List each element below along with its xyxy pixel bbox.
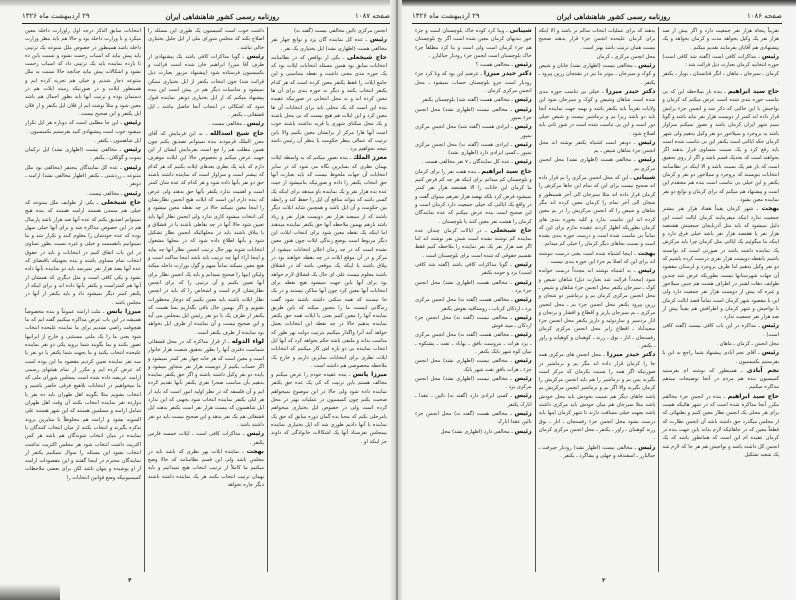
speaker-name: حاج سید ابراهیم: [728, 88, 780, 96]
speaker-name: رئیس: [514, 140, 532, 148]
column-2: [144, 27, 267, 572]
paragraph-text: مذاکرات کافی است (گفته شد کافی است) حوزه انتخابیه کرمان بعبارت ذیل قرائت شد :: [662, 53, 779, 69]
paragraph: رئیس ـ مخالفی هست (گفته نه) محل انجمن مرکزی ـ یزد هرات ـ مروست بافق ـ بهاباد ـ تفت ـ پشتکوه ـ میان کوه شهر بابک یکنفر .: [414, 331, 532, 355]
paragraph: [25, 27, 141, 118]
paragraph: حاج سید ابراهیم ـ بنده هفت نفر را برای کرمان و بلوچستان کم میدانم برای اینکه هر چه کم فرض کنیم ما کرمان این خانات را الا هشتصد هزار نفر کمتر نمیشود فرض کرد بلکه نهصد هزار نفرهم میتوان گفت و در واقع یک ایالتی که خیلی جمعیت دارد کرمان است و این صحیح است بنده عرض میکنم که عده نمایندگان کرمان را هشت نفر معین کنند یا بلوچستان .: [414, 167, 532, 225]
paragraph-text: مخالفی نیست (اظهاری نشد) محل انجمن مرکزی یزد .: [414, 375, 532, 391]
paragraph: رئیس ـ عده کل نمایندگان ـ ۷ نفر مخالفی هست .: [422, 158, 532, 166]
paragraph: بهجت ـ نماینده ایلات بهر نظری که باشد باید در مجلس باشد ولی این قسم نظامنامه که حالا وضع میکنیم ما کاملاً از ترتیب انتخاب هیچ نمیدانیم و باید بهمان ترتیب انتخاب بکنند هر یک نماینده داشته باشند دیگر چاره نخواهد: [148, 447, 264, 489]
paragraph: حاج شیخ اسدالله ـ به این فرمایش که آقای معزز الملک فرمودند بنده نمیتوانم تصدیق بکنم چون همین مطلب هم را جع است بفرمایش ایشان از این جهت عرض میکنم و بخصوص حالا این ایلات موهرف دارم که باید یک نظری بعدهای ایلات بکنیم که هر کدام که بیشتر است و سزاوار است که نماینده داشته باشند حق دو نفر بآنها داده شود و هر کدام که عده شان کمتر است و اهمیت ندارد یکنفر بآنها حق بدهند ولی عرض که بنده دارم این است که ایلات هیچ انجمن نظارتشان را اینجا معین نمیکند حالا در چه نقطه معین میشود و کی انتخاب میشود کاری ندارد ولی انجمن نظار آنها باید تعیین شود حالا آنها در چه نقاطی باشند یا در قشلاق و یا ییلاق باشند باید در محلهائیکه انجمن نظار تشکیل شود و بآنها اطلاع داده شود که در محلها مشغول انتخابات شوند بهر حال ترتیب انجمن نظار آنها چه بیاید و اینجا آراء آنها چه ترتیب باید باشد اینجا ساکت است و هیچ معین نمیکند تماماً مبهم و گول بوزارت داخله میکند ولیکن اینها را صحیح نمیدانم و باید یک انجمن نظار برای آنها تعیین بکنیم و آن ترتیبی را که برای انجمن نظارتشان لازم است و اشخاص را که باید در انجمن نظار ایلات باشند باید معین بکنیم که دوچار محظورات نشویم و اگر بهمین حال باقی بگذاریم بسا هست که یکنفر از طرف یک یا دو نفر رئیس ایل بمجلس می آید و این صحیح نیست و آن نماینده از طرف ایل نخواهد بود نماینده از طرف یکنفر است .: [148, 129, 264, 336]
paragraph-text: مخالفی نیست (اظهاری نشد) خانان و شیص و کوک و سیرجان ـ بیوتر ما نیز در نشتجان زرین پیرود ـ یکنفر .: [538, 63, 656, 86]
gazette-title: روزنامه رسمی کشور شاهنشاهی ایران: [556, 11, 671, 21]
speaker-name: نجم آبادی: [746, 366, 779, 374]
paragraph: دکتر حیدر میرزا ـ عرضم این بود که ونا کرد جزء رودبار است جزو بلوچستان حساب نمیشود ـ محل انجمن مرکزی کرمان .: [414, 70, 532, 95]
paragraph-text: این که محل انجمن مرکزی را بم قرار داده اند صحیح نیست برای این که تمام این جاها مرکزش را کرمان قرار داده اند مثلا سیرجان الی آخر همینطور و شجان الی آخر تمام را کرمان معین کرده اند مگر شاهان و شیص را که انجمن مرکزیش را در بم معین کرده اند این تناسب ندارد و کلیه بحوزه بندی های کرمان بطوریکه اظهار کردند عقیده ندارم برای این که تماماً بی تناسب شده است و درست حوزه بندی نشده است و نسبت بجاهای دیگر کرمان را خیلی کم میدانم .: [538, 175, 656, 248]
column-3: [412, 27, 535, 572]
paragraph-text: اینجا اشتباه شده است یعنی درست ننوشته اند برای این که اصلا بم جزء این حوزه بندی نیست .: [538, 250, 656, 266]
columns: [22, 27, 390, 572]
speaker-name: رئیس: [514, 410, 532, 418]
speaker-name: رئیس: [514, 392, 532, 400]
paragraph-text: محل انجمن ـ کرمان ـ ماهان .: [716, 340, 779, 347]
speaker-name: رئیس: [638, 62, 656, 70]
column-2: [535, 27, 659, 572]
speaker-name: رئیس: [123, 163, 142, 171]
paragraph: رئیس ـ مخالفی نیست (اظهاری نشد) خانان و شیص و کوک و سیرجان ـ بیوتر ما نیز در نشتجان زرین پیرود ـ یکنفر .: [538, 62, 656, 86]
speaker-name: رئیس: [514, 313, 532, 321]
paragraph: رئیس ـ مخالفی نیست (اظهاری نشد) ایل ترکمان یموت و گوکلان ـ یکنفر .: [25, 146, 141, 162]
paragraph: رئیس ـ مخالفی هست (اظهاری نشد) محل انجمن جزء یزد .: [414, 278, 532, 294]
paragraph: رئیس ـ مخالفی نیست .: [208, 120, 264, 128]
paragraph-text: تقریباً پنجاه هزار نفر جمعیت دارد و اگر بیش از صد هزار نفر یک وکیل بخواهد مدت و کرمان بخواهد و یک پیشنهادی هم آقایان بفرمایند تقدیم میکنم .: [662, 28, 779, 51]
speaker-name: رئیس: [514, 61, 532, 69]
speaker-name: بهجت: [246, 447, 264, 455]
paragraph-text: مخالفی هست (گفته شد) بلوچستان یکنفر: [421, 97, 510, 104]
paragraph-text: آقای نجم آبادی پیشنهاد شما راجع به این یا بفرستیم بکمیسیون .: [662, 350, 779, 365]
speaker-name: دکتر حیدر میرزا: [606, 88, 656, 96]
paragraph-text: ایل شاهسون ـ یکنفر .: [94, 137, 141, 144]
page-header: [22, 10, 390, 22]
paragraph-text: مخالفی هست (اظهاری نشد) محل انجمن جزء یزد .: [414, 279, 532, 294]
paragraph: رئیس ـ عده کل نمایندگان پنجنفر (مخالفی بود ملل متنوعه ـ زردشتی ـ یکنفر (اظهار مخالفی نشد) ارامنه ـ دونفر .: [25, 163, 142, 188]
paragraph: لواء الدوله ـ از قرار مذاکره که در محل قشقائی شماست دفتری آنها را بطور تحقیق شصت هزار خانوار است و معین است که هر خانه چهار نفر کمتر نمیشود و اگر حساب بکنیم از دویست هزار نفر متجاوز میشود و بایده دو نفر وکیل داشته باشند و اگر حق یکنفر نماینده بدهیم بآن مناسب صحرا نفری یکنفر بآنها تقدیم کرده ایم و آن فلسفه که در نظر اولیه امور است که باید از هر ایلی یکنفر نماینده انتخاب شود بجهتی که این ندارد ایل شاهسون که بیست هزار نفر است یکنفر بدهند ایل قشقائی هم یک نفر بدهد و این صحیح نیست باید دو نفر داشته باشد .: [148, 337, 264, 428]
speaker-name: رئیس: [514, 296, 532, 304]
paragraph: رئیس ـ ایرادی هست (گفته شد) محل انجمن مرکزی بمپور: [414, 123, 532, 139]
paragraph: شیبانی ـ وبنا کرد کوده خاک بلوچستان است و جزء حوز بندیهای کرمان معین شده است اگر بخ بلوچستان هم جزء کرمان است ولی است و بنا کرد مطلقاً جزء خاک بلوچستان است انجمن جزء رودبار جبالبارز .: [414, 27, 532, 59]
scan-shadow: [0, 0, 392, 7]
paragraph-text: بدهند که برای عملیات انتخاب سالم تر باشد و الا اینکه برای کرمان علیحده انجمن جزء قرار بدهند صحیح نیست همان ترتیب باشد بهتر است .: [538, 28, 656, 51]
speaker-name: حاج شیخ اسدالله: [210, 129, 264, 137]
paragraph: بهجت ـ اینجا اشتباه شده است یعنی درست ننوشته اند برای این که اصلا بم جزء این حوزه بندی نیست .: [538, 249, 656, 266]
paragraph-text: ایرادی هست (گفته نه) محل انجمن مرکزی بمپور ـ کسی ایرادی دارد (اظهاری نشد): [414, 141, 532, 157]
paragraph-text: مذاکره در این باب کافی نیست (گفته کافی است) .: [662, 323, 779, 338]
paragraph-text: مخالفی نیست (گفته نه) محل انجمن جزء اردکان ـ میبد فوش: [414, 314, 532, 330]
speaker-name: رئیس: [246, 120, 264, 128]
paragraph: [662, 27, 779, 52]
paragraph-text: بنده تصور میکنم که به واسطه ایلات بهمان نظری که بسایرین نگاه می شود که در سایر انتخابات آن جهات ملحوظ نیست که باید بعبارت آنها حق انتخاب یکنفر را داده و صورتیکه بنامیشود از حیث عده بده هزار نفر و یک نماینده باو میدهد برای اینکه یک کسی باشد که بتواند منافع آن ایل را حفظ کند و رابطه بین حکومت و آن ایل باشد و همچنین شاید ایلات دیگر باشند که از سیصد هزار نفر دویست هزار نفر و زیاد باشد بازهم بهمین ملاحظه آنها حق یکنفر نماینده میدهند اما اینکه یک نقطه معین شود برای انتخاب ایلات این دیگر مربوط است بوضع زندگی ایلات چون هنوز معین نشده است که در چه زمان اعلان انتخابات میشود از مرکز و در آن موقع ایلات در چه نقطه خواهند بود در ییلاق باشند یا اینکه یک موقعی باشد که در قشلاق باشند معلوم نیست علی ای حال یک قشلاق لازم خواهد بود برای آنها باین جهت نمیشود هیچ نقطه برای انتخابات آنها معین کرد چون آنها ساکن نیستند و در یک جا نیستند که همه سکنی داشته باشند شود گفت زندگانی اینست ما را مجبور میکند که باین طریق نماینده آنها را معین کنیم یعنی با ایلات همه حق یکنفر نماینده بدهیم حالا در چه نقطه این انتخابات بعمل خواهد آمد آنرا واگذار میکنیم بترتیب دولت بهر طور که مناسب بداند و ملتفی باشد حکم بخواهد کرد که آنها ایل انتخاب نماینده بی دو باره اش کار میکنیم که انتخابات ایلات نظری برای انتخابات سایرین داریم و خارج یک ملاحظه مخصوصی هم داشته است .: [271, 155, 387, 369]
speaker-name: رئیس: [514, 96, 532, 104]
paragraph-text: ایرادی هست (گفته شد) محل انجمن مرکزی بمپور: [414, 124, 532, 139]
paragraph: رئیس ـ آقای نجم آبادی پیشنهاد شما راجع به این یا بفرستیم بکمیسیون .: [662, 349, 779, 365]
paragraph-text: کرمان ـ سیرجان ـ ماهان ـ انگر قناتستان ـ بویاز ـ یکنفر .: [662, 71, 779, 86]
paragraph-text: عرضم این بود که ونا کرد جزء رودبار است جزو بلوچستان حساب نمیشود ـ محل انجمن مرکزی کرمان .: [414, 71, 532, 95]
page-1086: [402, 0, 796, 600]
paragraph-text: وبنا کرد کوده خاک بلوچستان است و جزء حوز بندیهای کرمان معین شده است اگر بخ بلوچستان هم جزء کرمان است ولی است و بنا کرد مطلقاً جزء خاک بلوچستان است انجمن جزء رودبار جبالبارز .: [414, 28, 532, 59]
footer-page-number: ۲: [602, 577, 606, 584]
paragraph-text: به اشتباه نوشته اند مجدداً درست خوانده شود (مجدداً قرائت شد بعبارت ذیل) شاهان شیص و کوک ـ سیرجان یکنفر محل انجمن جزء شاهان و شیص ـ محل انجمن مرکزی کرمان بم و نرماشیر دو شجان و زرین پیرود یکنفر محل انجمن جزء بم ـ محل انجمن مرکزی ـ بم سیرجان پاریز و اقطاع و افشار و برنجان و انار بردسیر و ساردوئیه و داربز یکنفر محل انجمن جزء سعیدآباد ـ اقطاع رابر محل انجمن مرکزی کرمان رفسنجان ـ انار ـ نوق ـ زرند ـ کوهبنان و کوهپایه و راور ـ یکنفر .: [538, 268, 656, 349]
footer-page-number: ۴: [128, 577, 132, 584]
page-label: صفحه ۱۰۸۷: [354, 12, 390, 20]
paragraph: رئیس ـ کسی ایرادی دارد (گفته نه) نائین ـ عقدا ـ انارک یکنفر: [414, 392, 532, 408]
speaker-name: رئیس: [123, 119, 141, 127]
paragraph-text: کسی ایرادی دارد (گفته نه) نائین ـ عقدا ـ انارک یکنفر: [414, 393, 532, 408]
speaker-name: رئیس: [761, 52, 779, 60]
paragraph: رئیس ـ مخالفی هست (گفته نه) محل انجمن مرکزی یزد ـ اردکان کرباب ـ روستاقیه بفوش یکنفر: [414, 296, 532, 312]
paragraph: رئیس ـ مذاکره در این باب کافی نیست (گفته کافی است) .: [662, 322, 779, 338]
paragraph-text: مخالفی هست (گفته نه) محل انجمن جزء نائین عقدا انارک: [414, 411, 532, 426]
paragraph: رئیس ـ مخالفی نیست .: [85, 189, 141, 197]
paragraph-text: نماینده ایلات بهر نظری که باشد باید در مجلس باشد ولی این قسم نظامنامه که حالا وضع میکنیم ما کاملاً از ترتیب انتخاب هیچ نمیدانیم و باید بهمان ترتیب انتخاب بکنند هر یک نماینده داشته باشند دیگر چاره نخواهد: [148, 448, 264, 489]
paragraph-text: دوتفر است اشتباه یکنفر نوشته اند محل انجمن جزء شاهان شیص ـ بم: [538, 139, 656, 155]
paragraph: [25, 137, 141, 145]
paragraph: رئیس ـ مخالفی هست (گفته نه) محل انجمن جزء نائین عقدا انارک: [414, 410, 532, 426]
speaker-name: رئیس: [514, 331, 532, 339]
paragraph: [662, 340, 779, 348]
speaker-name: رئیس: [514, 278, 532, 286]
column-3: [22, 27, 144, 572]
paragraph: رئیس ـ به اشتباه نوشته اند مجدداً درست خوانده شود (مجدداً قرائت شد بعبارت ذیل) شاهان شیص و کوک ـ سیرجان یکنفر محل انجمن جزء شاهان و شیص ـ محل انجمن مرکزی کرمان بم و نرماشیر دو شجان و زرین پیرود یکنفر محل انجمن جزء بم ـ محل انجمن مرکزی ـ بم سیرجان پاریز و اقطاع و افشار و برنجان و انار بردسیر و ساردوئیه و داربز یکنفر محل انجمن جزء سعیدآباد ـ اقطاع رابر محل انجمن مرکزی کرمان رفسنجان ـ انار ـ نوق ـ زرند ـ کوهبنان و کوهپایه و راور ـ یکنفر .: [538, 267, 656, 349]
paragraph: رئیس ـ مخالفی هست ؟: [475, 61, 532, 69]
paragraph: میرزا یانس ـ ملت ارامنه عموماً و بنده مخصوصاً همیشه در این باب عرض مذاکره میکنیم گفته ایم که ما هیچوقت راضی نشدیم برای ما نماینده علیحده انتخاب شود یعنی ما را یک ملتی مستثنی و خارج از ایرانیها تصور بکنند و بما بگویند شما بروید یکی دو نفر نماینده علیحده انتخاب بکنید و ما بجهت شما یکنفر یا دو نفر یا سه نفر نماینده تعیین کردیم مقصود ما این بوده است که عرض کرده ایم و مکرر از تمام هیئتهای رسمی ارامنه عریضه داده شده است بمجلس شورای ملی که ما میخواهیم در انتخابات بلاهیچ فرقی حاضر باشیم و انتخاب بشویم مثلا بگویند اهل طهران باید ده نفر یا دوازده نفر نماینده انتخاب بکنند آن وقت اهل طهران شامل ارامنه و مسلمین هستند که این شهر هستند علی السویه بشود و ارامنه هم مخلوطاً با سایرین بروند تذکره بگیرند و انتخاب بکنند از میان انتخاب کنندگان یا نماینده در میان انتخاب شوندگان هم باشد هر کس اکثریت داشت انتخاب شود هر مجلس اکثریت نداشت انتخاب نشود این مسئله را سوال نمیکنیم یکنفر از نمایندگان محترم در اینجا گفتند و این مقصودات ارامنه از او پوشیده و پنهان باشد لکن برای بعضی ملاحظات کمیسیونیکه وضع قوانین انتخابات را: [25, 307, 141, 481]
speaker-name: معزز الملك: [353, 154, 387, 162]
paragraph: [539, 53, 656, 61]
paragraph: معزز الملك ـ بنده تصور میکنم که به واسطه ایلات بهمان نظری که بسایرین نگاه می شود که در سایر انتخابات آن جهات ملحوظ نیست که باید بعبارت آنها حق انتخاب یکنفر را داده و صورتیکه بنامیشود از حیث عده بده هزار نفر و یک نماینده باو میدهد برای اینکه یک کسی باشد که بتواند منافع آن ایل را حفظ کند و رابطه بین حکومت و آن ایل باشد و همچنین شاید ایلات دیگر باشند که از سیصد هزار نفر دویست هزار نفر و زیاد باشد بازهم بهمین ملاحظه آنها حق یکنفر نماینده میدهند اما اینکه یک نقطه معین شود برای انتخاب ایلات این دیگر مربوط است بوضع زندگی ایلات چون هنوز معین نشده است که در چه زمان اعلان انتخابات میشود از مرکز و در آن موقع ایلات در چه نقطه خواهند بود در ییلاق باشند یا اینکه یک موقعی باشد که در قشلاق باشند معلوم نیست علی ای حال یک قشلاق لازم خواهد بود برای آنها باین جهت نمیشود هیچ نقطه برای انتخابات آنها معین کرد چون آنها ساکن نیستند و در یک جا نیستند که همه سکنی داشته باشند شود گفت زندگانی اینست ما را مجبور میکند که باین طریق نماینده آنها را معین کنیم یعنی با ایلات همه حق یکنفر نماینده بدهیم حالا در چه نقطه این انتخابات بعمل خواهد آمد آنرا واگذار میکنیم بترتیب دولت بهر طور که مناسب بداند و ملتفی باشد حکم بخواهد کرد که آنها ایل انتخاب نماینده بی دو باره اش کار میکنیم که انتخابات ایلات نظری برای انتخابات سایرین داریم و خارج یک ملاحظه مخصوصی هم داشته است .: [271, 154, 387, 369]
speaker-name: رئیس: [638, 267, 656, 275]
speaker-name: شیبانی: [509, 27, 532, 34]
paragraph: حاج سید ابراهیم ـ بنده باز بملاحظه این که بی تناسب حوزه بندی شده است عرض میکنم که کرمان و نواحیش با این حالتی که ذکر شد و انجمن جزء برایش قرار داده اند کمتر از دویست هزار نفر نباید باشد و گویا سیم شهر ایران کرمان باشد و تصور نمیکنم سزاوار باشد به بروجرد و سیلاخور دو نفر وکیل بدهیم ولی شهر کرمان حکه ایالتی است یکنفر این بی تناسب شده است باید رفع کرد و یک نسبت متساوی قرار بدهند اگر بخواهند است که بحدیک قسم باشد و اگر از روی تحقیق است که باز هم یک نسبت باشد و الا اینکه در نظامنامه انتخابات بنویسند که بروجرد و سیلاخور دو نفر و کرمان یکنفر و این خیلی بی تناسب است بنده هم معتقدم این است و پیشنهاد هم میکنم که برای کرمان و توابع دو نفر نماینده معین بشود .: [662, 88, 780, 203]
paragraph-text: مخالفی نیست (اظهاری نشد) ایل ترکمان یموت و گوکلان ـ یکنفر .: [25, 147, 141, 162]
paragraph: رئیس ـ دوتفر است اشتباه یکنفر نوشته اند محل انجمن جزء شاهان شیص ـ بم: [538, 138, 656, 155]
page-label: صفحه ۱۰۸۶: [746, 12, 782, 20]
paragraph: رئیس ـ گویا مذاکرات کافی باشد یک پیشنهادی از طرف آقا میرزا ابراهیم خان شده است قرائت و بکمیسیون فرستاده شود (پیشنهاد مزبور بعبارت ذیل قرائت شد) چون انتخاب یکنفر از ایل بختیاری ممکن نمیشود و مناسبات دیگر هم در پیش است این بنده پیشنهاد میکنم که از ایل بختیاری دونفر نماینده قبول شود که اشکالی در انتخاب آنجا حاصل نباشد ـ ایل قشقائی ـ یکنفر .: [148, 52, 264, 118]
paragraph-text: یکی از طوایف ملل متنوعه که خیلی هم متمدن هستند ارامنه هستند که بنده هیچ نمیتوانم اصدیق بکنم که عده آنها صد هزار باشد پارسال هم در این خصوص مذاکره شد و برای آنها خیلی سهل بوده که عده خودشان را معلوم کنند و تکرار شد و ما نمیتوانیم بانقسمت و خیلی و غیره نسبت بطور تساوی در این باب اتفاق کنیم در انتخابات و باید در حقوق انتخاب تمام مساوی باشند و بنده بجهتیکه باقتضای که عده آنها بصد هزار نفر نمیرسد باید دو نماینده بآنها داده نشود و یکی کافی است و مثل دیگری که همشان از آنها هم کمتراست و یکنفر بآنها داده اند و برای اینکه از یکنفر کمتر دیگر نمیشود داد و باید یکنفر از آنها در مجلس باشد .: [25, 199, 141, 306]
paragraph-text: همینطور که نوشته ام بفرستید کمیسیون بنده هم مردم در آنجا توضیحات میدهم مذاکره میکنیم .: [662, 367, 779, 391]
paragraph: رئیس ـ مخالفی هست (گفته شد) بلوچستان یکنفر: [421, 96, 532, 104]
paragraph-text: عده کل نماینده گان یزد و توابع چهار نفر مخالفی هست (اظهاری نشد) ایل بختیاری یک نفر .: [271, 37, 387, 52]
paragraph: حاج سید ابراهیم ـ بنده در انجمن جزء مخالفم مکرر آنجا مذاکره شده است که در شهر هائیکه هست برای هر محلی یک انجمن نظار معین کنیم و بطنهائی که از مجلس میگذرد حق داشته باشد آن انجمن نظارت که قطعاً معین که در جاهائیکه لازم بداند باین جهت بنده در کرمان عقیده ام این است که همانطور باشد که یک انجمن کل داشته باشد و نواحیش هم هر جا که لازم شد یک شعبه تشکیل: [662, 392, 779, 458]
paragraph-text: بنده هفت نفر را برای کرمان و بلوچستان کم میدانم برای اینکه هر چه کم فرض کنیم ما کرمان این خانات را الا هشتصد هزار نفر کمتر نمیشود فرض کرد بلکه نهصد هزار نفرهم میتوان گفت و در واقع یک ایالتی که خیلی جمعیت دارد کرمان است و این صحیح است بنده عرض میکنم که عده نمایندگان کرمان را هشت نفر معین کنند یا بلوچستان .: [414, 168, 532, 225]
paragraph: رئیس ـ مخالفی نیست (گفته نه) محل انجمن جزء اردکان ـ میبد فوش: [414, 313, 532, 330]
paragraph-text: مذاکرات کافی است ـ ایلات خمسه فارس یکنفر .: [148, 431, 264, 446]
paragraph: رئیس ـ مخالفی دارد (اظهاری نشد) محل: [440, 427, 532, 435]
paragraph: [539, 27, 656, 52]
speaker-name: رئیس: [761, 322, 779, 330]
paragraph: رئیس ـ مخالفی نیست (اظهاری نشد) محل انجمن جزء بمپور: [414, 105, 532, 121]
paragraph: نجم آبادی ـ همینطور که نوشته ام بفرستید کمیسیون بنده هم مردم در آنجا توضیحات میدهم مذاکره میکنیم .: [662, 366, 779, 391]
speaker-name: میرزا یانس: [106, 307, 141, 315]
speaker-name: بهجت: [637, 249, 656, 257]
paragraph: حاج شیخعلی ـ در ایالات کرمان چندان عده نماینده کم نوشته نشده است شش نفر نوشته اند اما اگر صد هزار نفر یک نفر نماینده را ملاحظه کنیم فقط تقسیم حقوقی که شده است برای بلوچستان است .: [414, 226, 532, 259]
paragraph: رئیس ـ مخالفی نیست (اظهار نشد) رودبار جیرفت ـ جبالبارز ـ اسفندقه و جهلی و بشاگرد ـ یکنفر .: [538, 443, 656, 459]
speaker-name: لواء الدوله: [231, 337, 264, 345]
paragraph-text: محل انجمن مرکزی ـ کرمان: [596, 53, 656, 60]
paragraph: شیبانی ـ این که محل انجمن مرکزی را بم قرار داده اند صحیح نیست برای این که تمام این جاها مرکزش را کرمان قرار داده اند مثلا سیرجان الی آخر همینطور و شجان الی آخر تمام را کرمان معین کرده اند مگر شاهان و شیص را که انجمن مرکزیش را در بم معین کرده اند این تناسب ندارد و کلیه بحوزه بندی های کرمان بطوریکه اظهار کردند عقیده ندارم برای این که تماماً بی تناسب شده است و درست حوزه بندی نشده است و نسبت بجاهای دیگر کرمان را خیلی کم میدانم .: [538, 174, 656, 248]
paragraph: رئیس ـ مخالفی نیست (اظهاری نشد) محل انجمن جزء ـ هرات بافق تفت شهر بابک: [414, 357, 532, 373]
scan-shadow: [402, 0, 796, 7]
speaker-name: رئیس: [514, 158, 532, 166]
speaker-name: حاج سید ابراهیم: [727, 392, 779, 400]
speaker-name: رئیس: [123, 146, 141, 154]
paragraph: رئیس ـ مخالفی نیست (اظهاری نشد) محل انجمن مرکزی یزد .: [414, 374, 532, 391]
paragraph: رئیس ـ ایرادی هست (گفته نه) محل انجمن مرکزی بمپور ـ کسی ایرادی دارد (اظهاری نشد): [414, 140, 532, 157]
paragraph: [662, 70, 779, 87]
speaker-name: رئیس: [638, 443, 656, 451]
speaker-name: حاج سید ابراهیم: [481, 167, 532, 175]
speaker-name: رئیس: [514, 261, 532, 269]
speaker-name: دکتر حیدر میرزا: [606, 351, 656, 359]
speaker-name: رئیس: [638, 138, 656, 146]
paragraph-text: شهر کرمان یقیناً هفتاد هزار نفر بیشتر جمعیت ندارد اینکه میفرمایند کرمان ایالت است این دلیل نمیشود که باید مثل آذربایجان جمعیتش هشتصد هزار نفر یا هفتصد هزار نفر باشد خیلی فرق دارد و اینکه ما میگوئیم یک ایالتی مثل کرمان چرا باید مرکزش یک نماینده داشته باشد در صورتی است که توانسته باشیم بانقطه دویست هزار نفری درست کرده باشیم که دو نفر وکیل بدهیم اما طرف بروجرد و لرستان مقصود آن جهات شهرستانها نیست بطوریکه عرض شد چندین طوایف دهات لشتر در اطراف هست هم چنین سیلاخور و غیره که بیش از دویست هزار نفر جمعیت دارد ولی این با مقصود شهر کرمان است تماماً قصد ایالت کرمان با نواحیش و شهر کرمان و اطرافش هم یقیناً بیش از صد هزار نفر جمعیت ندارد .: [662, 206, 779, 321]
page-date: ۲۹ اردیبهشت ماه ۱۳۲۶: [22, 12, 90, 20]
paragraph-text: گویا مذاکرات کافی باشد (گفته شد کافی است) یزد و حومه یکنفر: [414, 262, 532, 277]
speaker-name: رئیس: [514, 123, 532, 131]
speaker-name: میرزا یانس: [352, 371, 388, 379]
paragraph-text: مخالفی دارد (اظهاری نشد) محل: [440, 428, 510, 435]
speaker-name: رئیس: [514, 105, 532, 113]
speaker-name: حاج شیخعلی: [347, 53, 387, 61]
speaker-name: رئیس: [514, 374, 532, 382]
paragraph: حاج شیخعلی ـ یکی از نواقص که در نظامنامه انتخابات سابق بود همین مسئله انتخابات ایلات بود که یک حوزه بندی معنی داشت و نقطه متناسبی و این جامع ایلات را فقط یکنفر معین کرده است که هر کدام یکنفر انتخاب بکنند و دیگر نه حوزه بندی برای آن ها معین کرده اند و نه محل انتخابی در صورتیکه عقیده بنده این است که یک محلی باید برای انتخابات آن ها معین کرد و این ایلات هم هیچ نیست که بی محل باشند و یک محل سکنای شهری یا قریه نداشته باشند خوب است آنها هارا مرکز از برایشان معین بکنیم والا باین ترتیب که عمالی بنظر حکومت یا بنظر آن رئیس باشد نتیجه نخواهیم برد .: [271, 53, 387, 153]
paragraph-text: این جا مطلبی است که دوباره هر ایل تکرار میشود خوب است پیشنهادی کنید بفرستیم بکمیسیون .: [25, 120, 141, 135]
paragraph: [271, 27, 387, 35]
paragraph-text: مخالفی نیست (اظهاری نشد) محل انجمن جزء بمپور: [414, 106, 532, 121]
paragraph-text: بنده باز بملاحظه این که بی تناسب حوزه بندی شده است عرض میکنم که کرمان و نواحیش با این حالتی که ذکر شد و انجمن جزء برایش قرار داده اند کمتر از دویست هزار نفر نباید باشد و گویا سیم شهر ایران کرمان باشد و تصور نمیکنم سزاوار باشد به بروجرد و سیلاخور دو نفر وکیل بدهیم ولی شهر کرمان حکه ایالتی است یکنفر این بی تناسب شده است باید رفع کرد و یک نسبت متساوی قرار بدهند اگر بخواهند است که بحدیک قسم باشد و اگر از روی تحقیق است که باز هم یک نسبت باشد و الا اینکه در نظامنامه انتخابات بنویسند که بروجرد و سیلاخور دو نفر و کرمان یکنفر و این خیلی بی تناسب است بنده هم معتقدم این است و پیشنهاد هم میکنم که برای کرمان و توابع دو نفر نماینده معین بشود .: [662, 89, 779, 203]
speaker-name: رئیس: [514, 357, 532, 365]
paragraph-text: بنده در انجمن جزء مخالفم مکرر آنجا مذاکره شده است که در شهر هائیکه هست برای هر محلی یک انجمن نظار معین کنیم و بطنهائی که از مجلس میگذرد حق داشته باشد آن انجمن نظارت که قطعاً معین که در جاهائیکه لازم بداند باین جهت بنده در کرمان عقیده ام این است که همانطور باشد که یک انجمن کل داشته باشد و نواحیش هم هر جا که لازم شد یک شعبه تشکیل: [662, 393, 779, 458]
paragraph-text: یکی از نواقص که در نظامنامه انتخابات سابق بود همین مسئله انتخابات ایلات بود که یک حوزه بندی معنی داشت و نقطه متناسبی و این جامع ایلات را فقط یکنفر معین کرده است که هر کدام یکنفر انتخاب بکنند و دیگر نه حوزه بندی برای آن ها معین کرده اند و نه محل انتخابی در صورتیکه عقیده بنده این است که یک محلی باید برای انتخابات آن ها معین کرد و این ایلات هم هیچ نیست که بی محل باشند و یک محل سکنای شهری یا قریه نداشته باشند خوب است آنها هارا مرکز از برایشان معین بکنیم والا باین ترتیب که عمالی بنظر حکومت یا بنظر آن رئیس باشد نتیجه نخواهیم برد .: [271, 54, 387, 153]
paragraph-text: مخالفی هست (اظهاری نشد) محل انجمن مرکزی بم: [538, 157, 656, 172]
paragraph-text: عده کل نمایندگان ـ ۷ نفر مخالفی هست .: [422, 159, 510, 166]
paragraph-text: ملت ارامنه عموماً و بنده مخصوصاً همیشه در این باب عرض مذاکره میکنیم گفته ایم که ما هیچوقت راضی نشدیم برای ما نماینده علیحده انتخاب شود یعنی ما را یک ملتی مستثنی و خارج از ایرانیها تصور بکنند و بما بگویند شما بروید یکی دو نفر نماینده علیحده انتخاب بکنید و ما بجهت شما یکنفر یا دو نفر یا سه نفر نماینده تعیین کردیم مقصود ما این بوده است که عرض کرده ایم و مکرر از تمام هیئتهای رسمی ارامنه عریضه داده شده است بمجلس شورای ملی که ما میخواهیم در انتخابات بلاهیچ فرقی حاضر باشیم و انتخاب بشویم مثلا بگویند اهل طهران باید ده نفر یا دوازده نفر نماینده انتخاب بکنند آن وقت اهل طهران شامل ارامنه و مسلمین هستند که این شهر هستند علی السویه بشود و ارامنه هم مخلوطاً با سایرین بروند تذکره بگیرند و انتخاب بکنند از میان انتخاب کنندگان یا نماینده در میان انتخاب شوندگان هم باشد هر کس اکثریت داشت انتخاب شود هر مجلس اکثریت نداشت انتخاب نشود این مسئله را سوال نمیکنیم یکنفر از نمایندگان محترم در اینجا گفتند و این مقصودات ارامنه از او پوشیده و پنهان باشد لکن برای بعضی ملاحظات کمیسیونیکه وضع قوانین انتخابات را: [25, 308, 141, 481]
speaker-name: رئیس: [638, 156, 656, 164]
paragraph: حاج شیخعلی ـ یکی از طوایف ملل متنوعه که خیلی هم متمدن هستند ارامنه هستند که بنده هیچ نمیتوانم اصدیق بکنم که عده آنها صد هزار باشد پارسال هم در این خصوص مذاکره شد و برای آنها خیلی سهل بوده که عده خودشان را معلوم کنند و تکرار شد و ما نمیتوانیم بانقسمت و خیلی و غیره نسبت بطور تساوی در این باب اتفاق کنیم در انتخابات و باید در حقوق انتخاب تمام مساوی باشند و بنده بجهتیکه باقتضای که عده آنها بصد هزار نفر نمیرسد باید دو نماینده بآنها داده نشود و یکی کافی است و مثل دیگری که همشان از آنها هم کمتراست و یکنفر بآنها داده اند و برای اینکه از یکنفر کمتر دیگر نمیشود داد و باید یکنفر از آنها در مجلس باشد .: [25, 198, 142, 306]
paragraph: رئیس ـ مذاکرات کافی است ـ ایلات خمسه فارس یکنفر .: [148, 430, 265, 446]
paragraph-text: انتخابات سابق الذکر درجه اول راوزارت داخله معین میکرد و با وزارت داخله بود و حالا هم باید بنظر وزارت داخله باشد همینطور در خصوص ملل متنوعه یک ترتیبی باید پیش بیاید که اسباب زحمت نشود و نسبت باین ده تا یازده نماینده باید یک ترتیبی داد که اسباب زحمت نشود و اشکالات پیش بیاید چنانچه حالا نسبت به ملل متنوعه دچار شدیم و خیلی هم تجربه کرده ایم و همینطور ایلات و در صورتیکه زمینه ایلات هم در دستمان بوده و ترتیب آنها باید بطور اجمال هم باشد معین شود و مثلاً نوشته ایم از فلان ایل یکنفر و از فلان ایل یکنفر و این صحیح نیست .: [25, 28, 141, 117]
speaker-name: رئیس: [369, 36, 387, 44]
paragraph-text: مخالفی هست (گفته نه) محل انجمن مرکزی ـ یزد هرات ـ مروست بافق ـ بهاباد ـ تفت ـ پشتکوه ـ میان کوه شهر بابک یکنفر .: [414, 332, 532, 355]
paragraph-text: خیلی بی تناسب حوزه بندی شده است شاهان وشیص و کوک و سیرجان شود این ولایات تقریباً باید یکنفر باشد و بهمه جهت نماینده آنجا باید دو باشد زیرا بم و نرماشیر نیست و شیص خیلی دور است و این بی تناسب شده است در شور ثانی باید اصلاح شود .: [538, 89, 656, 137]
speaker-name: حاج شیخعلی: [101, 198, 142, 206]
paragraph: رئیس ـ عده کل نماینده گان یزد و توابع چهار نفر مخالفی هست (اظهاری نشد) ایل بختیاری یک نفر .: [271, 36, 387, 52]
paragraph: رئیس ـ این جا مطلبی است که دوباره هر ایل تکرار میشود خوب است پیشنهادی کنید بفرستیم بکمیسیون .: [25, 119, 141, 135]
paragraph: [148, 27, 264, 52]
paragraph-text: داشت خوب است کمیسیون یک طوری این مسئله را اصلاح بکند که مجلس شورای ملی از ایل جلیل بختیاری خالی نباشد .: [148, 28, 264, 51]
paragraph: رئیس ـ مذاکرات کافی است (گفته شد کافی است) حوزه انتخابیه کرمان بعبارت ذیل قرائت شد :: [662, 52, 779, 69]
page-1087: [0, 0, 392, 600]
column-1: [267, 27, 390, 572]
paragraph-text: مخالفی نیست (اظهاری نشد) محل انجمن جزء ـ هرات بافق تفت شهر بابک: [414, 358, 532, 373]
paragraph-text: انجمن مرکزی نائین مخالفی نیست (گفته نه): [293, 28, 387, 34]
speaker-name: دکتر حیدر میرزا: [483, 70, 532, 78]
paragraph: رئیس ـ گویا مذاکرات کافی باشد (گفته شد کافی است) یزد و حومه یکنفر: [414, 261, 532, 277]
paragraph-text: مخالفی نیست .: [208, 121, 243, 128]
column-1: [658, 27, 782, 572]
paragraph-text: مخالفی هست ؟: [475, 62, 510, 69]
speaker-name: رئیس: [246, 430, 265, 438]
gazette-title: روزنامه رسمی کشور شاهنشاهی ایران: [165, 11, 280, 21]
speaker-name: بهجت: [761, 205, 779, 213]
columns: [412, 27, 782, 572]
paragraph-text: گویا مذاکرات کافی باشد یک پیشنهادی از طرف آقا میرزا ابراهیم خان شده است قرائت و بکمیسیون فرستاده شود (پیشنهاد مزبور بعبارت ذیل قرائت شد) چون انتخاب یکنفر از ایل بختیاری ممکن نمیشود و مناسبات دیگر هم در پیش است این بنده پیشنهاد میکنم که از ایل بختیاری دونفر نماینده قبول شود که اشکالی در انتخاب آنجا حاصل نباشد ـ ایل قشقائی ـ یکنفر .: [148, 53, 264, 118]
paragraph-text: در ایالات کرمان چندان عده نماینده کم نوشته نشده است شش نفر نوشته اند اما اگر صد هزار نفر یک نفر نماینده را ملاحظه کنیم فقط تقسیم حقوقی که شده است برای بلوچستان است .: [414, 227, 532, 259]
speaker-name: رئیس: [123, 189, 141, 197]
speaker-name: حاج شیخعلی: [490, 226, 532, 234]
paragraph: دکتر حیدر میرزا ـ محل انجمن های مرکزی همه جا را کرمان قرار داده اند مگر بم و نرماشیر در صورتیکه اگر همه را نسبت بکرمان که مرکز است بگیرند پس بم و نرماشیر را هم باید انجمن مرکزیش را کرمان بگیرند والا اگر بم و نرماشیر انجمن مرکزیش بم باشد جاهای دیگر هم نسبت بخودش باید محل خودش باشد مثلا سیرجان هم میان خودش باید مرکزی داشته باشد بجهت خیلی مسافت دارند تا شهر کرمان اینها باید درست بشود محل انجمن جزء رفسنجان ـ انار ـ نوق زرند کوهبنان ـ راور ـ یکنفر ـ محل انجمن مرکزی کرمان .: [538, 351, 656, 442]
header-rule: [22, 23, 390, 24]
paragraph: میرزا یانس ـ بنده عقیده خودم را عرض میکنم و مخالف هستم باین ترتیب که کی یک عده حق یکنفر نماینده داده شود ولی حالا در این موضوع نمیخواهم صحبت بکنم چون کمیسیون در عملیات بهتر در محل کرده است ولی در خصوص ایل بختیاری میخواهم بامرحلی بکنم که محبا بده گمان دوره سابق که حق یک نماینده با آنها دادیم طوری شد که ایل بختیاری نماینده بیمجلس نفرستاد آنها یک اشکالات خانوادگی که داوند جز اینکه او .: [271, 371, 388, 445]
paragraph-text: مخالفی نیست (اظهار نشد) رودبار جیرفت ـ جبالبارز ـ اسفندقه و جهلی و بشاگرد ـ یکنفر .: [538, 444, 656, 459]
paragraph-text: مخالفی هست (گفته نه) محل انجمن مرکزی یزد ـ اردکان کرباب ـ روستاقیه بفوش یکنفر: [414, 297, 532, 312]
page-header: [412, 10, 782, 22]
page-date: ۲۹ اردیبهشت ماه ۱۳۲۶: [412, 12, 480, 20]
paragraph-text: از قرار مذاکره که در محل قشقائی شماست دفتری آنها را بطور تحقیق شصت هزار خانوار است و معین است که هر خانه چهار نفر کمتر نمیشود و اگر حساب بکنیم از دویست هزار نفر متجاوز میشود و بایده دو نفر وکیل داشته باشند و اگر حق یکنفر نماینده بدهیم بآن مناسب صحرا نفری یکنفر بآنها تقدیم کرده ایم و آن فلسفه که در نظر اولیه امور است که باید از هر ایلی یکنفر نماینده انتخاب شود بجهتی که این ندارد ایل شاهسون که بیست هزار نفر است یکنفر بدهند ایل قشقائی هم یک نفر بدهد و این صحیح نیست باید دو نفر داشته باشد .: [148, 338, 264, 428]
paragraph-text: عده کل نمایندگان پنجنفر (مخالفی بود ملل متنوعه ـ زردشتی ـ یکنفر (اظهار مخالفی نشد) ارامنه ـ دونفر .: [25, 164, 141, 188]
paragraph: دکتر حیدر میرزا ـ خیلی بی تناسب حوزه بندی شده است شاهان وشیص و کوک و سیرجان شود این ولایات تقریباً باید یکنفر باشد و بهمه جهت نماینده آنجا باید دو باشد زیرا بم و نرماشیر نیست و شیص خیلی دور است و این بی تناسب شده است در شور ثانی باید اصلاح شود .: [538, 88, 656, 137]
speaker-name: شیبانی: [633, 174, 656, 182]
speaker-name: رئیس: [514, 427, 532, 435]
speaker-name: رئیس: [246, 52, 264, 60]
paragraph-text: به این فرمایش که آقای معزز الملک فرمودند بنده نمیتوانم تصدیق بکنم چون همین مطلب هم را جع است بفرمایش ایشان از این جهت عرض میکنم و بخصوص حالا این ایلات موهرف دارم که باید یک نظری بعدهای ایلات بکنیم که هر کدام که بیشتر است و سزاوار است که نماینده داشته باشند حق دو نفر بآنها داده شود و هر کدام که عده شان کمتر است و اهمیت ندارد یکنفر بآنها حق بدهند ولی عرض که بنده دارم این است که ایلات هیچ انجمن نظارتشان را اینجا معین نمیکند حالا در چه نقطه معین میشود و کی انتخاب میشود کاری ندارد ولی انجمن نظار آنها باید تعیین شود حالا آنها در چه نقاطی باشند یا در قشلاق و یا ییلاق باشند باید در محلهائیکه انجمن نظار تشکیل شود و بآنها اطلاع داده شود که در محلها مشغول انتخابات شوند بهر حال ترتیب انجمن نظار آنها چه بیاید و اینجا آراء آنها چه ترتیب باید باشد اینجا ساکت است و هیچ معین نمیکند تماماً مبهم و گول بوزارت داخله میکند ولیکن اینها را صحیح نمیدانم و باید یک انجمن نظار برای آنها تعیین بکنیم و آن ترتیبی را که برای انجمن نظارتشان لازم است و اشخاص را که باید در انجمن نظار ایلات باشند باید معین بکنیم که دوچار محظورات نشویم و اگر بهمین حال باقی بگذاریم بسا هست که یکنفر از طرف یک یا دو نفر رئیس ایل بمجلس می آید و این صحیح نیست و آن نماینده از طرف ایل نخواهد بود نماینده از طرف یکنفر است .: [148, 130, 264, 336]
paragraph-text: مخالفی نیست .: [85, 190, 120, 197]
paragraph: رئیس ـ مخالفی هست (اظهاری نشد) محل انجمن مرکزی بم: [538, 156, 656, 172]
speaker-name: رئیس: [761, 349, 779, 357]
paragraph-text: بنده عقیده خودم را عرض میکنم و مخالف هستم باین ترتیب که کی یک عده حق یکنفر نماینده داده شود ولی حالا در این موضوع نمیخواهم صحبت بکنم چون کمیسیون در عملیات بهتر در محل کرده است ولی در خصوص ایل بختیاری میخواهم بامرحلی بکنم که محبا بده گمان دوره سابق که حق یک نماینده با آنها دادیم طوری شد که ایل بختیاری نماینده بیمجلس نفرستاد آنها یک اشکالات خانوادگی که داوند جز اینکه او .: [271, 372, 387, 445]
paragraph-text: محل انجمن های مرکزی همه جا را کرمان قرار داده اند مگر بم و نرماشیر در صورتیکه اگر همه را نسبت بکرمان که مرکز است بگیرند پس بم و نرماشیر را هم باید انجمن مرکزیش را کرمان بگیرند والا اگر بم و نرماشیر انجمن مرکزیش بم باشد جاهای دیگر هم نسبت بخودش باید محل خودش باشد مثلا سیرجان هم میان خودش باید مرکزی داشته باشد بجهت خیلی مسافت دارند تا شهر کرمان اینها باید درست بشود محل انجمن جزء رفسنجان ـ انار ـ نوق زرند کوهبنان ـ راور ـ یکنفر ـ محل انجمن مرکزی کرمان .: [538, 352, 656, 442]
scan-edge-shadow: [0, 584, 60, 600]
paragraph: بهجت ـ شهر کرمان یقیناً هفتاد هزار نفر بیشتر جمعیت ندارد اینکه میفرمایند کرمان ایالت است این دلیل نمیشود که باید مثل آذربایجان جمعیتش هشتصد هزار نفر یا هفتصد هزار نفر باشد خیلی فرق دارد و اینکه ما میگوئیم یک ایالتی مثل کرمان چرا باید مرکزش یک نماینده داشته باشد در صورتی است که توانسته باشیم بانقطه دویست هزار نفری درست کرده باشیم که دو نفر وکیل بدهیم اما طرف بروجرد و لرستان مقصود آن جهات شهرستانها نیست بطوریکه عرض شد چندین طوایف دهات لشتر در اطراف هست هم چنین سیلاخور و غیره که بیش از دویست هزار نفر جمعیت دارد ولی این با مقصود شهر کرمان است تماماً قصد ایالت کرمان با نواحیش و شهر کرمان و اطرافش هم یقیناً بیش از صد هزار نفر جمعیت ندارد .: [662, 205, 779, 321]
header-rule: [412, 23, 782, 24]
